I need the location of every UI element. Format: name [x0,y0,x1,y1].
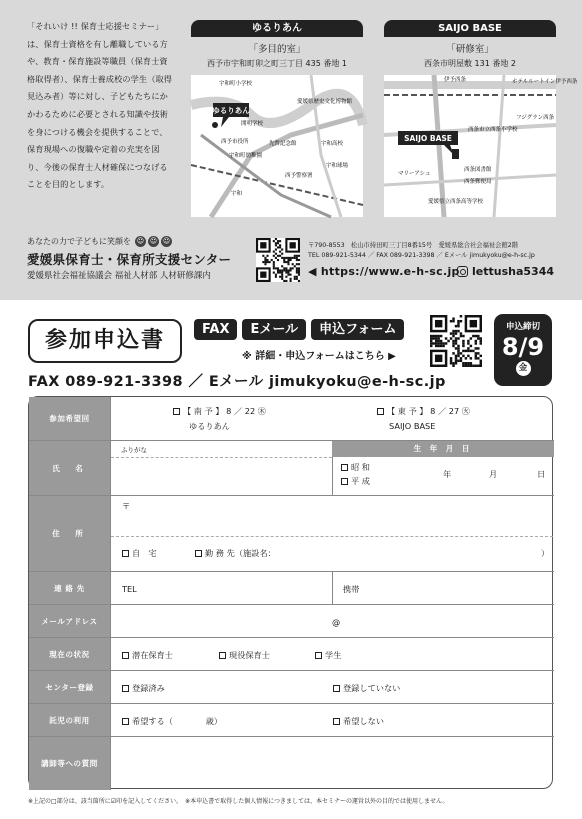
form-row-session [29,397,554,441]
form-qr-code-icon[interactable] [430,315,482,367]
checkbox[interactable] [341,478,348,485]
venue-card-yururian [191,20,363,217]
birthdate-header: 生 年 月 日 [332,441,554,457]
checkbox[interactable] [173,408,180,415]
childcare-no-option[interactable]: 希望しない [333,716,384,727]
session-option-toyo[interactable]: 【 東 予 】 8 ／ 27 ㊋ [377,406,470,417]
row-label: 連 絡 先 [29,572,111,604]
checkbox[interactable] [315,652,322,659]
furigana-label: ふりがな [121,446,147,454]
mobile-label: 携帯 [343,584,360,594]
row-label: 現在の状況 [29,638,111,670]
map-label: 西条図書館 [464,167,492,173]
org-sub: 愛媛県社会福祉協議会 福祉人材部 人材研修課内 [27,271,211,281]
checkbox[interactable] [377,408,384,415]
apply-methods [194,319,404,340]
reg-done-option[interactable]: 登録済み [122,683,165,694]
month-label: 月 [489,469,498,479]
work-close-paren: ） [541,548,550,558]
map-label: 宇和町幼稚園 [229,153,263,159]
instagram-icon [457,266,468,277]
venue-map-yururian [191,75,363,217]
map-label: 伊予西条 [444,77,467,83]
org-name: 愛媛県保育士・保育所支援センター [27,252,232,267]
venue-address: 西予市宇和町卯之町三丁目 435 番地 1 [207,59,347,68]
era-heisei-option[interactable]: 平 成 [341,476,370,487]
checkbox[interactable] [122,685,129,692]
deadline-label: 申込締切 [505,322,540,332]
map-label: 先哲記念館 [269,141,297,147]
org-url-text: https://www.e-h-sc.jp [320,265,460,278]
map-label: ホテルルートイン伊予西条 [512,79,578,85]
smile-face-icon: ☺ [149,237,158,245]
method-email: Eメール [242,319,306,340]
session1-venue: ゆるりあん [189,421,230,431]
address-work-option[interactable]: 勤 務 先（施設名： [195,548,276,559]
footnote: ※上記の□部分は、該当箇所に☑印を記入してください。 ※本申込書で取得した個人情報につきましては、本セミナーの運営以外の目的では使用しません。 [28,798,449,805]
form-row-contact [29,572,554,605]
contact-address: 〒790-8553 松山市持田町三丁目8番15号 愛媛県総合社会福祉会館2階 [308,242,519,249]
row-label: 住 所 [29,496,111,571]
tagline-text: あなたの力で子どもに笑顔を [27,237,131,246]
map-pin-label: SAIJO BASE [404,134,452,143]
venue-room: 「多目的室」 [248,44,306,55]
map-label: 宇和町小学校 [219,81,253,87]
play-arrow-icon: ◀ [308,265,317,278]
map-label: 宇和高校 [321,141,344,147]
fax-email-line: FAX 089-921-3398 ／ Eメール jimukyoku@e-h-sc.jp [28,374,446,390]
org-contact [308,241,568,260]
form-row-registration [29,671,554,704]
status-active-option[interactable]: 現役保育士 [219,650,270,661]
checkbox[interactable] [122,718,129,725]
contact-phone-email: TEL 089-921-5344 ／ FAX 089-921-3398 ／ Eメール jimukyoku@e-h-sc.jp [308,251,535,259]
venue-name: SAIJO BASE [384,20,556,37]
map-label: フジグラン西条 [516,115,555,121]
map-label: 愛媛県歴史文化博物館 [297,99,353,105]
checkbox[interactable] [219,652,226,659]
smile-faces-icon [135,236,172,247]
top-info-panel [0,0,582,300]
checkbox[interactable] [195,550,202,557]
year-label: 年 [443,469,452,479]
org-tagline [27,236,172,247]
checkbox[interactable] [333,718,340,725]
map-label: マリーアシュ [398,171,431,177]
deadline-day: 金 [516,361,531,376]
era-showa-option[interactable]: 昭 和 [341,462,370,473]
smile-face-icon: ☺ [136,237,145,245]
checkbox[interactable] [122,550,129,557]
venue-map-saijo [384,75,578,217]
smile-face-icon: ☺ [162,237,171,245]
form-title: 参加申込書 [28,319,182,363]
qr-code-icon[interactable] [256,238,300,282]
venue-name: ゆるりあん [191,20,363,37]
row-label: 参加希望回 [29,397,111,440]
at-mark: @ [332,617,341,627]
row-label: 託児の利用 [29,704,111,736]
map-label: 宇和 [231,191,243,197]
map-label: 西条郵便局 [464,179,492,185]
session2-venue: SAIJO BASE [389,421,436,431]
instagram-handle: lettusha5344 [472,265,554,278]
postal-mark: 〒 [122,501,131,511]
application-form [28,396,553,789]
map-label: 西予市役所 [221,139,249,145]
map-label: 開明学校 [241,121,264,127]
checkbox[interactable] [333,685,340,692]
day-label: 日 [537,469,546,479]
map-label: 愛媛県立西条高等学校 [428,199,484,205]
deadline-date: 8/9 [501,333,545,361]
reg-none-option[interactable]: 登録していない [333,683,400,694]
form-row-questions [29,737,554,790]
row-label: 氏 名 [29,441,111,495]
map-label: 西条市立西条小学校 [468,127,518,133]
tel-label: TEL [122,584,137,594]
form-row-name [29,441,554,496]
seminar-intro-text: 「それいけ !! 保育士応援セミナー」は、保育士資格を有し離職している方や、教育・保育施設等職員（保育士資格取得者）、保育士養成校の学生（取得見込み者）等に対し、子どもたちにかかわるために必要とされる知識や技術を身につける機会を提供することで、保育現場への復職や定着の充実を図り、今後の保育士人材確保につなげることを目的とします。 [27,21,173,190]
childcare-yes-option[interactable]: 希望する（ 歳） [122,716,222,727]
row-label: メールアドレス [29,605,111,637]
session-option-nanyo[interactable]: 【 南 予 】 8 ／ 22 ㊍ [173,406,266,417]
venue-address: 西条市明屋敷 131 番地 2 [424,59,516,68]
status-latent-option[interactable]: 潜在保育士 [122,650,173,661]
instagram-link[interactable] [457,265,554,278]
form-row-status [29,638,554,671]
map-pin-label: ゆるりあん [212,106,250,115]
method-fax: FAX [194,319,237,340]
form-row-address [29,496,554,572]
checkbox[interactable] [122,652,129,659]
row-label: センター登録 [29,671,111,703]
deadline-badge [494,314,552,386]
address-home-option[interactable]: 自 宅 [122,548,157,559]
venue-card-saijo-base [384,20,578,217]
checkbox[interactable] [341,464,348,471]
form-row-email [29,605,554,638]
status-student-option[interactable]: 学生 [315,650,341,661]
venue-room: 「研修室」 [446,44,494,55]
form-row-childcare [29,704,554,737]
detail-note: ※ 詳細・申込フォームはこちら ▶ [242,351,396,362]
map-label: 西予警察署 [285,173,313,179]
method-form: 申込フォーム [311,319,404,340]
map-label: 宇和球場 [326,163,349,169]
org-url-link[interactable] [308,265,460,278]
row-label: 講師等への質問 [29,737,111,790]
